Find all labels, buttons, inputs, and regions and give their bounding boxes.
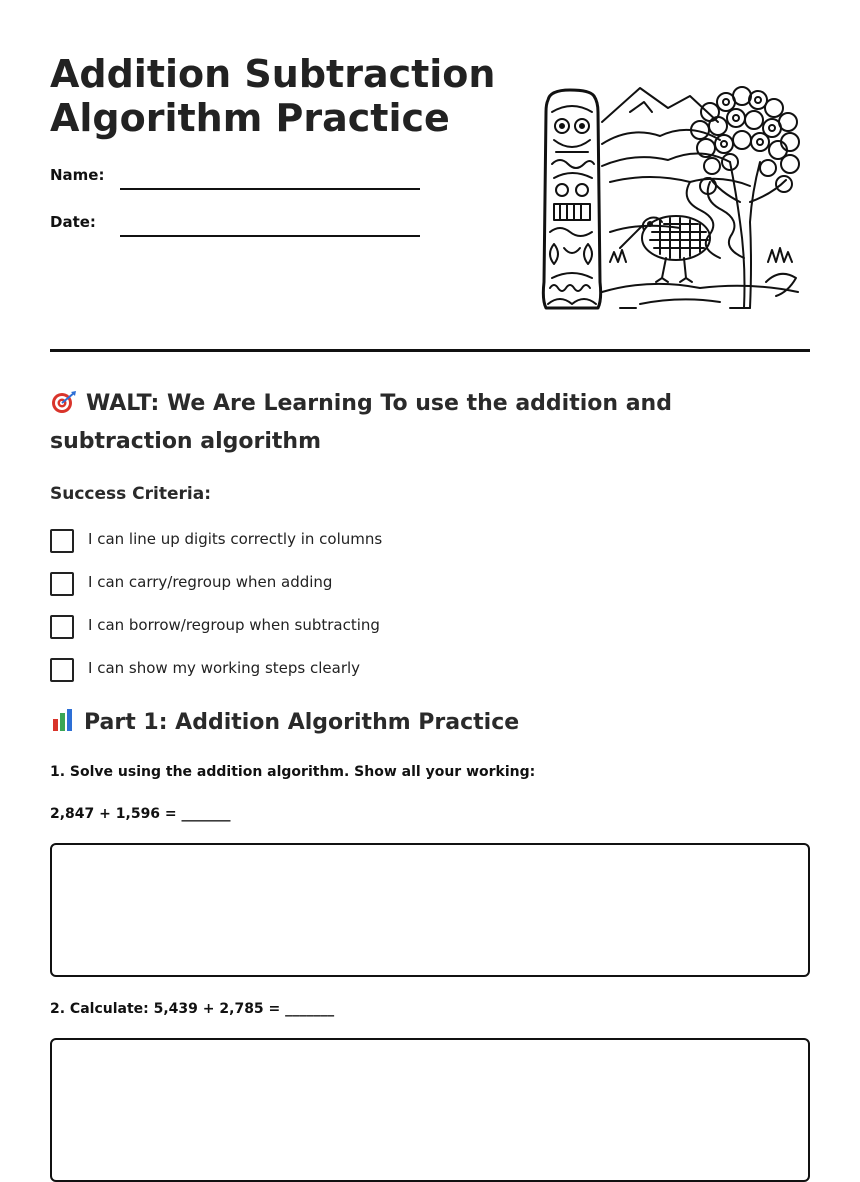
mountains [602,88,750,186]
worksheet-page [50,0,810,1017]
question-2-answer-box[interactable] [50,1038,810,1182]
bar-chart-icon [50,707,76,733]
criteria-item [50,569,810,612]
criteria-item [50,655,810,698]
name-label: Name: [50,166,105,184]
worksheet-header [50,0,810,352]
carved-pou-figure [543,90,600,308]
success-criteria-heading: Success Criteria: [50,484,212,504]
success-criteria-list [50,526,810,698]
header-divider [50,349,810,352]
part1-heading-text: Part 1: Addition Algorithm Practice [84,710,520,735]
criteria-checkbox-4[interactable] [50,658,74,682]
date-label: Date: [50,213,96,231]
criteria-checkbox-1[interactable] [50,529,74,553]
ground-grass [602,248,798,308]
criteria-item [50,612,810,655]
title-line-2: Algorithm Practice [50,96,450,140]
part1-heading [50,704,519,742]
walt-text: WALT: We Are Learning To use the addition and subtraction algorithm [50,391,672,454]
date-field[interactable] [50,207,430,237]
criteria-text: I can borrow/regroup when subtracting [88,616,380,634]
name-field[interactable] [50,160,430,190]
criteria-text: I can carry/regroup when adding [88,573,333,591]
walt-heading [50,385,810,461]
criteria-text: I can line up digits correctly in columns [88,530,383,548]
criteria-text: I can show my working steps clearly [88,659,361,677]
criteria-checkbox-2[interactable] [50,572,74,596]
title-line-1: Addition Subtraction [50,52,496,96]
date-line[interactable] [120,235,420,237]
question-2-problem: 2. Calculate: 5,439 + 2,785 = _______ [50,1001,335,1017]
target-dart-icon [50,389,78,413]
river [610,182,744,258]
criteria-checkbox-3[interactable] [50,615,74,639]
maori-landscape-illustration [540,82,800,314]
question-1-answer-box[interactable] [50,843,810,977]
question-1-instruction: 1. Solve using the addition algorithm. Show all your working: [50,764,536,780]
question-1-problem: 2,847 + 1,596 = _______ [50,806,231,822]
criteria-item [50,526,810,569]
name-line[interactable] [120,188,420,190]
worksheet-title [50,52,520,140]
